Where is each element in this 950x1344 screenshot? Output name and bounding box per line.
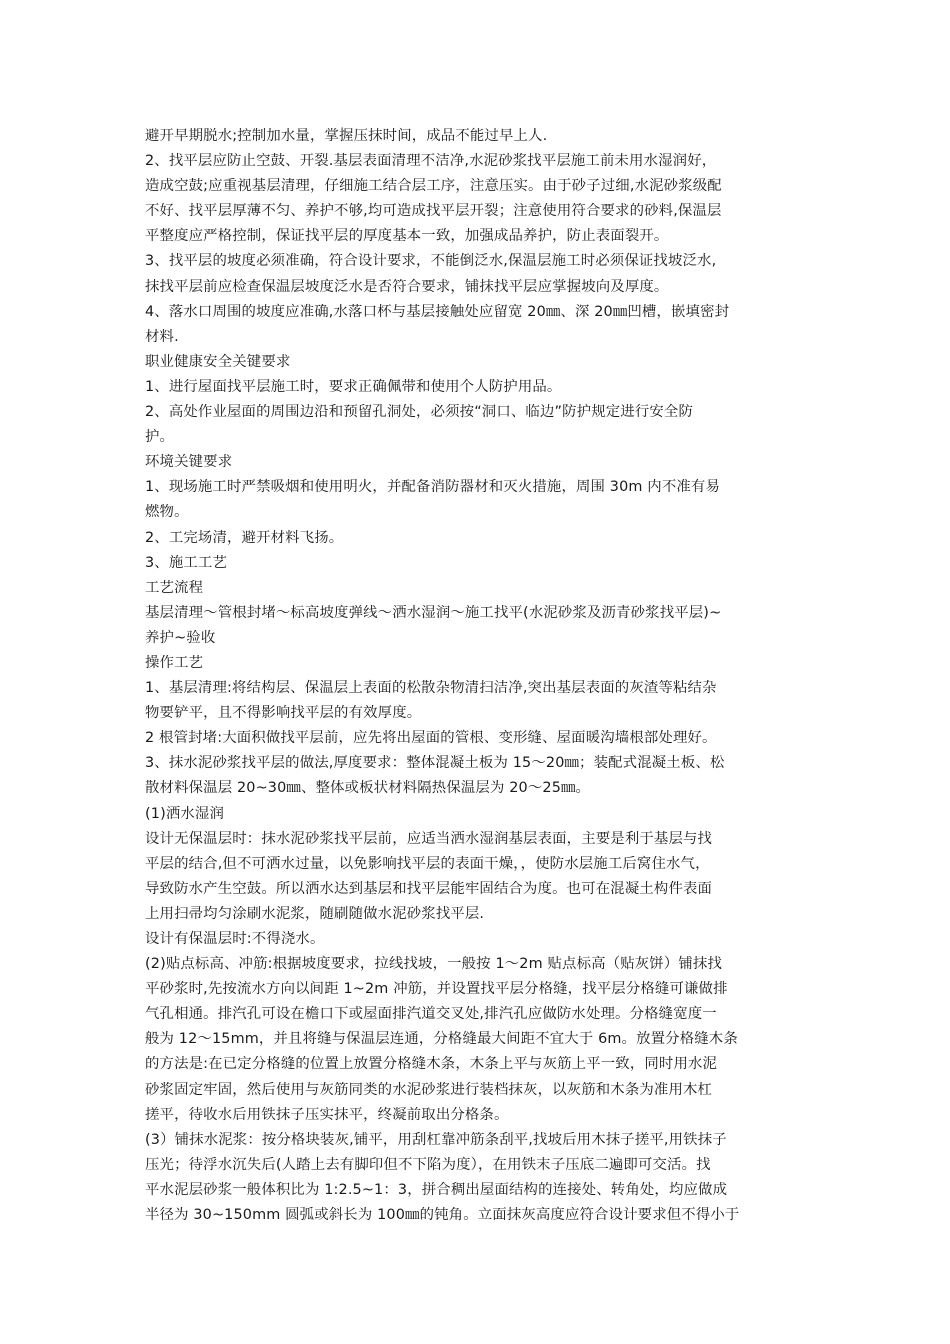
text-line: 2、找平层应防止空鼓、开裂.基层表面清理不洁净,水泥砂浆找平层施工前未用水湿润好， <box>145 153 717 170</box>
document-body <box>145 124 815 1228</box>
text-line: 3、抹水泥砂浆找平层的做法,厚度要求：整体混凝土板为 15～20㎜；装配式混凝土板、松 <box>145 755 725 772</box>
text-line: 3、找平层的坡度必须准确，符合设计要求，不能倒泛水,保温层施工时必须保证找坡泛水, <box>145 253 717 270</box>
text-line: 设计有保温层时:不得浇水。 <box>145 931 325 947</box>
text-line: 护。 <box>145 429 175 446</box>
text-line: 造成空鼓;应重视基层清理，仔细施工结合层工序，注意压实。由于砂子过细,水泥砂浆级配 <box>145 178 722 195</box>
text-line: (3）铺抹水泥浆：按分格块装灰,铺平，用刮杠靠冲筋条刮平,找坡后用木抹子搓平,用铁抹子 <box>145 1131 727 1148</box>
text-line: 环境关键要求 <box>145 454 233 471</box>
text-line: 平水泥层砂浆一般体积比为 1:2.5~1：3，拼合稠出屋面结构的连接处、转角处，均应做成 <box>145 1181 728 1198</box>
text-line: 不好、找平层厚薄不匀、养护不够,均可造成找平层开裂；注意使用符合要求的砂料,保温层 <box>145 203 722 220</box>
text-line: 砂浆固定牢固，然后使用与灰筋同类的水泥砂浆进行装档抹灰，以灰筋和木条为准用木杠 <box>145 1081 713 1098</box>
text-line: 3、施工工艺 <box>145 554 228 571</box>
text-line: 压光；待浮水沉失后(人踏上去有脚印但不下陷为度），在用铁末子压底二遍即可交活。找 <box>145 1156 711 1173</box>
text-line: 4、落水口周围的坡度应准确,水落口杯与基层接触处应留宽 20㎜、深 20㎜凹槽，嵌填密封 <box>145 303 730 320</box>
text-line: 平砂浆时,先按流水方向以间距 1~2m 冲筋，并设置找平层分格缝，找平层分格缝可谦做排 <box>145 981 728 998</box>
text-line: 抹找平层前应检查保温层坡度泛水是否符合要求，铺抹找平层应掌握坡向及厚度。 <box>145 278 669 295</box>
text-line: 般为 12～15mm，并且将缝与保温层连通，分格缝最大间距不宜大于 6m。放置分格缝木条 <box>145 1031 738 1048</box>
text-line: 平整度应严格控制，保证找平层的厚度基本一致，加强成品养护，防止表面裂开。 <box>145 228 669 245</box>
text-line: 上用扫帚均匀涂刷水泥浆，随刷随做水泥砂浆找平层. <box>145 905 485 922</box>
text-line: 搓平，待收水后用铁抹子压实抹平，终凝前取出分格条。 <box>145 1106 509 1123</box>
text-line: 养护~验收 <box>145 629 216 646</box>
text-line: 材料. <box>145 328 179 345</box>
text-line: 燃物。 <box>145 504 189 521</box>
text-line: 设计无保温层时：抹水泥砂浆找平层前，应适当洒水湿润基层表面，主要是利于基层与找 <box>145 830 713 847</box>
text-line: 1、进行屋面找平层施工时，要求正确佩带和使用个人防护用品。 <box>145 378 562 395</box>
text-line: 避开早期脱水;控制加水量，掌握压抹时间，成品不能过早上人. <box>145 128 548 144</box>
text-line: 工艺流程 <box>145 579 204 596</box>
text-line: 职业健康安全关键要求 <box>145 353 291 370</box>
text-line: 物要铲平，且不得影响找平层的有效厚度。 <box>145 705 422 722</box>
text-line: 平层的结合,但不可洒水过量，以免影响找平层的表面干燥，，使防水层施工后窝住水气， <box>145 855 710 872</box>
text-line: (1)洒水湿润 <box>145 805 224 822</box>
text-line: 1、现场施工时严禁吸烟和使用明火，并配备消防器材和灭火措施，周围 30m 内不准有易 <box>145 479 720 496</box>
text-line: 导致防水产生空鼓。所以洒水达到基层和找平层能牢固结合为度。也可在混凝土构件表面 <box>145 880 713 897</box>
text-line: 气孔相通。排汽孔可设在檐口下或屋面排汽道交叉处,排汽孔应做防水处理。分格缝宽度一 <box>145 1006 717 1023</box>
text-line: 操作工艺 <box>145 654 204 671</box>
text-line: 散材料保温层 20~30㎜、整体或板状材料隔热保温层为 20～25㎜。 <box>145 780 591 797</box>
text-line: 2、工完场清，避开材料飞扬。 <box>145 529 344 546</box>
text-line: 2 根管封堵:大面积做找平层前，应先将出屋面的管根、变形缝、屋面暖沟墙根部处理好。 <box>145 730 717 747</box>
text-line: 基层清理～管根封堵～标高坡度弹线～洒水湿润～施工找平(水泥砂浆及沥青砂浆找平层)~ <box>145 604 722 621</box>
text-line: 的方法是:在已定分格缝的位置上放置分格缝木条，木条上平与灰筋上平一致，同时用水泥 <box>145 1056 718 1073</box>
text-line: 2、高处作业屋面的周围边沿和预留孔洞处，必须按“洞口、临边”防护规定进行安全防 <box>145 404 693 421</box>
text-line: 1、基层清理:将结构层、保温层上表面的松散杂物清扫洁净,突出基层表面的灰渣等粘结杂 <box>145 680 717 697</box>
text-line: (2)贴点标高、冲筋:根据坡度要求，拉线找坡，一般按 1～2m 贴点标高（贴灰饼）铺抹找 <box>145 956 722 973</box>
text-line: 半径为 30~150mm 圆弧或斜长为 100㎜的钝角。立面抹灰高度应符合设计要求但不得小于 <box>145 1207 740 1224</box>
